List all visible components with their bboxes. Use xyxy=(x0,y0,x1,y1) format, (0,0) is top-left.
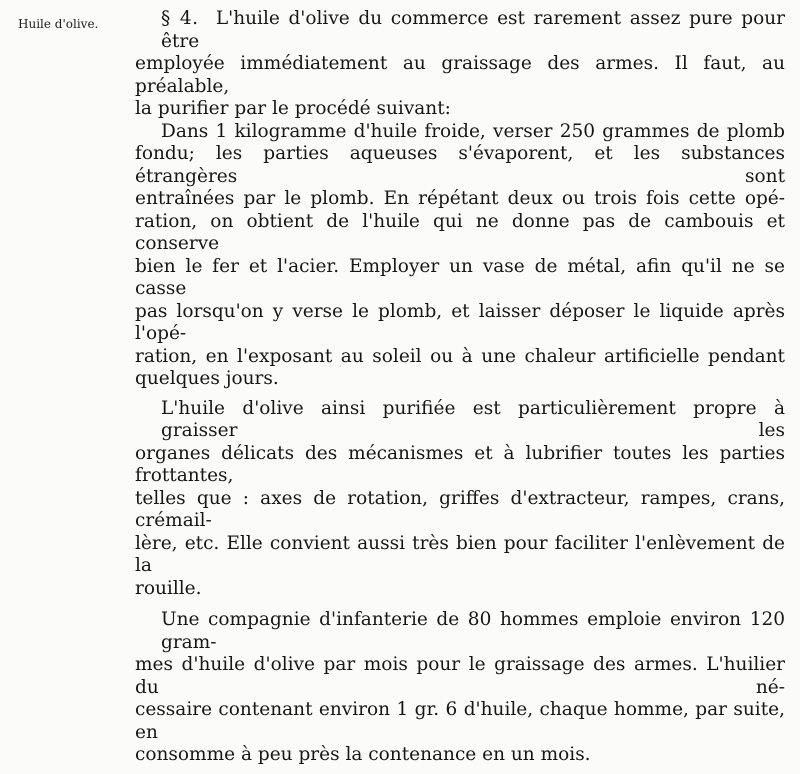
text-line: quelques jours. xyxy=(135,368,279,389)
text-line: la purifier par le procédé suivant: xyxy=(135,98,451,119)
paragraph-4 xyxy=(135,609,785,767)
paragraph-1 xyxy=(135,8,785,121)
text-line: rouille. xyxy=(135,577,202,599)
text-line: cessaire contenant environ 1 gr. 6 d'huile, chaque homme, par suite, en xyxy=(135,699,785,743)
paragraph-3 xyxy=(135,398,785,601)
text-line: organes délicats des mécanismes et à lubrifier toutes les parties frottantes, xyxy=(135,442,785,486)
text-line: mes d'huile d'olive par mois pour le graissage des armes. L'huilier du né- xyxy=(135,654,785,698)
text-line: entraînées par le plomb. En répétant deux ou trois fois cette opé- xyxy=(135,188,785,209)
text-line: fondu; les parties aqueuses s'évaporent, et les substances étrangères sont xyxy=(135,143,785,187)
text-line: Dans 1 kilogramme d'huile froide, verser 250 grammes de plomb xyxy=(161,120,785,142)
paragraph-2 xyxy=(135,121,785,391)
text-line: bien le fer et l'acier. Employer un vase de métal, afin qu'il ne se casse xyxy=(135,255,785,299)
text-line: lère, etc. Elle convient aussi très bien pour faciliter l'enlèvement de la xyxy=(135,532,785,576)
section-mark: § 4. xyxy=(161,8,199,29)
text-line: pas lorsqu'on y verse le plomb, et laisser déposer le liquide après l'opé- xyxy=(135,300,785,344)
text-line: ration, en l'exposant au soleil ou à une chaleur artificielle pendant xyxy=(135,345,785,367)
margin-note: Huile d'olive. xyxy=(18,17,99,31)
text-line: consomme à peu près la contenance en un mois. xyxy=(135,744,591,765)
text-line: ration, on obtient de l'huile qui ne donne pas de cambouis et conserve xyxy=(135,210,785,254)
section-text xyxy=(135,8,785,774)
text-line: L'huile d'olive ainsi purifiée est particulièrement propre à graisser les xyxy=(161,397,785,441)
text-line: telles que : axes de rotation, griffes d'extracteur, rampes, crans, crémail- xyxy=(135,487,785,531)
text-line: employée immédiatement au graissage des armes. Il faut, au préalable, xyxy=(135,53,785,97)
text-line: Une compagnie d'infanterie de 80 hommes emploie environ 120 gram- xyxy=(161,609,785,653)
text-line: § 4. L'huile d'olive du commerce est rarement assez pure pour être xyxy=(161,8,786,52)
